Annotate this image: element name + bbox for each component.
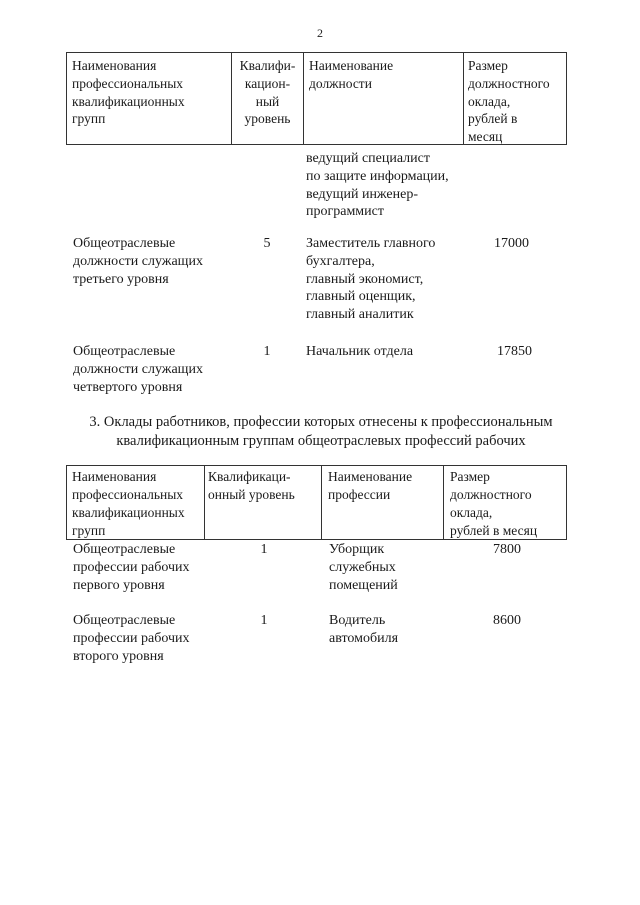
table-1-row-2-salary: 17850 [497,344,532,359]
table-1-row-1-level: 5 [263,236,271,251]
table-1-header-level: Квалифи- кацион- ный уровень [239,58,296,127]
table-2-header-level: Квалификаци- онный уровень [208,469,295,502]
table-2-header-salary: Размер должностного оклада, рублей в месяц [450,469,538,538]
table-1-divider [463,52,464,144]
table-1-divider [303,52,304,144]
table-2-header-profession: Наименование профессии [328,469,413,502]
page-number: 2 [317,26,323,40]
table-2-row-1-level: 1 [260,542,268,557]
table-1-row-1-group: Общеотраслевые должности служащих третьего уровня [73,236,203,287]
table-2-divider [443,465,444,539]
table-2-row-1-salary: 7800 [493,542,521,557]
table-2-row-2-profession: Водитель автомобиля [329,613,399,646]
table-1-header-position: Наименование должности [309,58,394,91]
table-1-row-2-group: Общеотраслевые должности служащих четвертого уровня [73,344,203,395]
table-1-continuation: ведущий специалист по защите информации, ведущий инженер- программист [306,151,449,220]
table-2-header-group: Наименования профессиональных квалификационных групп [72,469,185,538]
table-1-header-salary: Размер должностного оклада, рублей в месяц [468,58,550,145]
table-1-header-group: Наименования профессиональных квалификационных групп [72,58,185,127]
table-1-row-2-level: 1 [263,344,271,359]
table-2-divider [204,465,205,539]
table-2-row-2-level: 1 [260,613,268,628]
table-2-row-2-group: Общеотраслевые профессии рабочих второго уровня [73,613,190,664]
table-1-row-2-position: Начальник отдела [306,344,414,359]
table-1-row-1-salary: 17000 [494,236,529,251]
table-2-row-1-profession: Уборщик служебных помещений [329,542,398,593]
table-2-header [66,465,566,539]
table-1-row-1-position: Заместитель главного бухгалтера, главный экономист, главный оценщик, главный аналитик [306,236,436,323]
table-2-divider [321,465,322,539]
table-2-row-1-group: Общеотраслевые профессии рабочих первого уровня [73,542,190,593]
section-heading: 3. Оклады работников, профессии которых отнесены к профессиональным квалификационным группам общеотраслевых профессий рабочих [89,414,553,449]
table-2-row-2-salary: 8600 [493,613,521,628]
table-1-header [66,52,566,144]
